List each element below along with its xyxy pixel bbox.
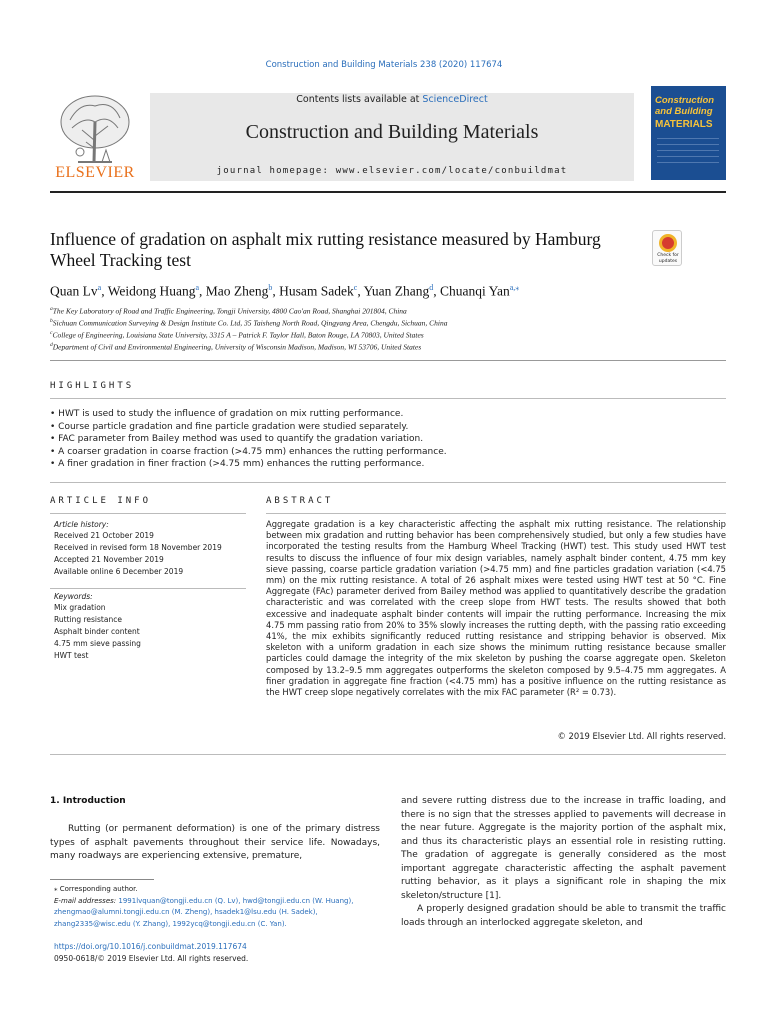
email-label: E-mail addresses: xyxy=(54,897,117,905)
abstract-copyright: © 2019 Elsevier Ltd. All rights reserved. xyxy=(557,731,726,741)
keyword: HWT test xyxy=(54,651,89,660)
author-affil-ref[interactable]: c xyxy=(353,283,358,292)
doi-link[interactable]: https://doi.org/10.1016/j.conbuildmat.2019.117674 xyxy=(54,942,247,951)
article-info-heading: ARTICLE INFO xyxy=(50,496,152,506)
contents-line xyxy=(150,94,634,105)
affiliation-marker: a xyxy=(50,306,53,312)
affiliation xyxy=(50,342,690,352)
cover-decoration xyxy=(657,156,719,157)
author-list: Quan Lv$^a$, Weidong Huang$^a$, Mao Zheng$^b$, Husam Sadek$^c$, Yuan Zhang$^d$, Chuanqi Yan$^{a,⁎}$ xyxy=(50,283,520,299)
author-affil-ref[interactable]: b xyxy=(268,283,273,292)
journal-reference[interactable]: Construction and Building Materials 238 (2020) 117674 xyxy=(265,60,503,70)
cover-title xyxy=(655,96,725,117)
affiliation-marker: d xyxy=(50,342,53,348)
cover-decoration xyxy=(657,162,719,163)
affiliation xyxy=(50,318,690,328)
keywords-title: Keywords: xyxy=(54,592,93,601)
section-divider xyxy=(50,398,726,399)
keyword: Asphalt binder content xyxy=(54,627,140,636)
affiliation-text: Sichuan Communication Surveying & Design Institute Co. Ltd, 35 Taisheng North Road, Qingyang Area, Chengdu, Sichuan, China xyxy=(52,318,448,328)
author-name: Weidong Huang xyxy=(107,283,196,299)
section-divider xyxy=(50,482,726,483)
journal-cover-image xyxy=(651,86,726,180)
highlight-item: • A finer gradation in finer fraction (>4.75 mm) enhances the rutting performance. xyxy=(50,458,726,471)
author-name: Quan Lv xyxy=(50,283,98,299)
author-name: Yuan Zhang xyxy=(363,283,430,299)
cover-title-line3: MATERIALS xyxy=(655,119,713,130)
author-affil-ref[interactable]: a xyxy=(195,283,200,292)
author-emails[interactable]: 1991lvquan@tongji.edu.cn (Q. Lv), hwd@tongji.edu.cn (W. Huang), zhengmao@alumni.tongji.edu.cn (M. Zheng), hsadek1@lsu.edu (H. Sadek), zhang2335@wisc.edu (Y. Zhang), 1992ycq@tongji.edu.cn (C. Yan). xyxy=(54,897,354,928)
intro-paragraph: and severe rutting distress due to the increase in traffic loading, and there is no sign that the stresses applied to pavements will decrease in the near future. Aggregate is the majority portion of the asphalt mix, and thus its characteristic plays an essential role in resisting rutting. The gradation of aggregate is generally considered as the most important aggregate characteristic affecting the asphalt pavement rutting behavior, as it plays a significant role in shaping the mix skeleton/structure [1]. xyxy=(401,796,726,901)
cover-decoration xyxy=(657,138,719,139)
highlights-list xyxy=(50,408,726,471)
email-footnote xyxy=(54,896,380,930)
footnote-rule xyxy=(50,879,154,880)
history-entry: Received in revised form 18 November 2019 xyxy=(54,543,222,552)
author-affil-ref[interactable]: a xyxy=(97,283,102,292)
affiliation-text: College of Engineering, Louisiana State University, 3315 A – Patrick F. Taylor Hall, Baton Rouge, LA 70803, United States xyxy=(52,330,424,340)
highlight-item: • FAC parameter from Bailey method was used to quantify the gradation variation. xyxy=(50,433,726,446)
check-for-updates-badge[interactable] xyxy=(652,230,682,266)
crossmark-icon xyxy=(659,234,677,252)
section-divider xyxy=(50,513,246,514)
history-entry: Available online 6 December 2019 xyxy=(54,567,184,576)
abstract-body: Aggregate gradation is a key characteristic affecting the asphalt mix rutting resistance. The relationship between mix gradation and rutting behavior has been comprehensively studied, but only a few studies have incorporated the testing results from the Hamburg Wheel Tracking (HWT) test. This study used HWT test results to discuss the influence of four mix design variables, namely asphalt binder content, 4.75 mm key sieve passing, coarse particle gradation variation (>4.75 mm) and fine particles gradation variation (<4.75 mm) on the mix rutting resistance. A total of 26 asphalt mixes were tested using HWT test at 50 °C. Fine Aggregate (FAc) parameter derived from Bailey method was applied to quantitatively describe the gradation characteristic and was correlated with the creep slope from HWT tests. The results showed that both excessive and inadequate asphalt binder contents will impair the rutting performance. Increasing the mix 4.75 mm passing ratio from 20% to 35% slowly increases the rutting depth, with the passing ratio exceeding 41%, the mix exhibits significantly reduced rutting resistance and stripping behavior is observed. Mix skeleton with a uniform gradation in each size shows the minimum rutting resistance because smaller particles could damage the integrity of the mix skeleton by pushing the coarse aggregate open. Skeleton composed by 13.2–9.5 mm aggregates outperforms the skeleton composed by 9.5–4.75 mm aggregates. A finer gradation in aggregate fine fraction (<4.75 mm) has a positive influence on the rutting resistance as the HWT creep slope negatively correlates with the mix FAC parameter (R² = 0.73). xyxy=(266,519,726,698)
abstract-heading: ABSTRACT xyxy=(266,496,334,506)
affiliation xyxy=(50,306,690,316)
crossmark-label: Check for updates xyxy=(657,253,679,264)
elsevier-wordmark: ELSEVIER xyxy=(55,164,135,181)
keyword: Mix gradation xyxy=(54,603,106,612)
keyword: 4.75 mm sieve passing xyxy=(54,639,141,648)
cover-decoration xyxy=(657,150,719,151)
affiliation-text: Department of Civil and Environmental Engineering, University of Wisconsin Madison, Madison, WI 53706, United States xyxy=(52,342,422,352)
affiliation xyxy=(50,330,690,340)
author-name: Chuanqi Yan xyxy=(439,283,510,299)
highlight-item: • HWT is used to study the influence of gradation on mix rutting performance. xyxy=(50,408,726,421)
header-rule xyxy=(50,191,726,193)
article-history-title: Article history: xyxy=(54,520,109,529)
author-affil-ref[interactable]: d xyxy=(429,283,434,292)
sciencedirect-link[interactable]: ScienceDirect xyxy=(422,94,488,105)
journal-homepage[interactable]: journal homepage: www.elsevier.com/locate/conbuildmat xyxy=(216,166,568,176)
affiliation-marker: b xyxy=(50,318,53,324)
author-affil-ref[interactable]: a,⁎ xyxy=(509,283,520,292)
cover-decoration xyxy=(657,144,719,145)
author-name: Husam Sadek xyxy=(279,283,354,299)
intro-paragraph: A properly designed gradation should be able to transmit the traffic loads through an interlocked aggregate skeleton, and xyxy=(401,904,726,928)
section-divider xyxy=(50,588,246,589)
author-name: Mao Zheng xyxy=(205,283,269,299)
highlights-heading: HIGHLIGHTS xyxy=(50,381,135,391)
section-divider xyxy=(50,360,726,361)
intro-paragraph: Rutting (or permanent deformation) is one of the primary distress types of asphalt pavements throughout their service life. Nowadays, many roadways are experiencing extensive, premature, xyxy=(50,824,380,861)
introduction-heading: 1. Introduction xyxy=(50,796,126,806)
journal-title: Construction and Building Materials xyxy=(245,121,539,143)
history-entry: Received 21 October 2019 xyxy=(54,531,154,540)
corresponding-author-note: ⁎ Corresponding author. xyxy=(54,885,138,893)
affiliation-marker: c xyxy=(50,330,53,336)
cover-title-line2: and Building xyxy=(655,105,713,117)
article-title: Influence of gradation on asphalt mix rutting resistance measured by Hamburg Wheel Tracking test xyxy=(50,229,601,270)
highlight-item: • Course particle gradation and fine particle gradation were studied separately. xyxy=(50,421,726,434)
contents-prefix: Contents lists available at xyxy=(296,94,423,105)
section-divider xyxy=(50,754,726,755)
section-divider xyxy=(266,513,726,514)
cover-title-line1: Construction xyxy=(655,95,715,106)
issn-copyright: 0950-0618/© 2019 Elsevier Ltd. All rights reserved. xyxy=(54,954,249,963)
history-entry: Accepted 21 November 2019 xyxy=(54,555,164,564)
affiliation-text: The Key Laboratory of Road and Traffic Engineering, Tongji University, 4800 Cao'an Road, Shanghai 201804, China xyxy=(52,306,407,316)
highlight-item: • A coarser gradation in coarse fraction (>4.75 mm) enhances the rutting performance. xyxy=(50,446,726,459)
keyword: Rutting resistance xyxy=(54,615,122,624)
